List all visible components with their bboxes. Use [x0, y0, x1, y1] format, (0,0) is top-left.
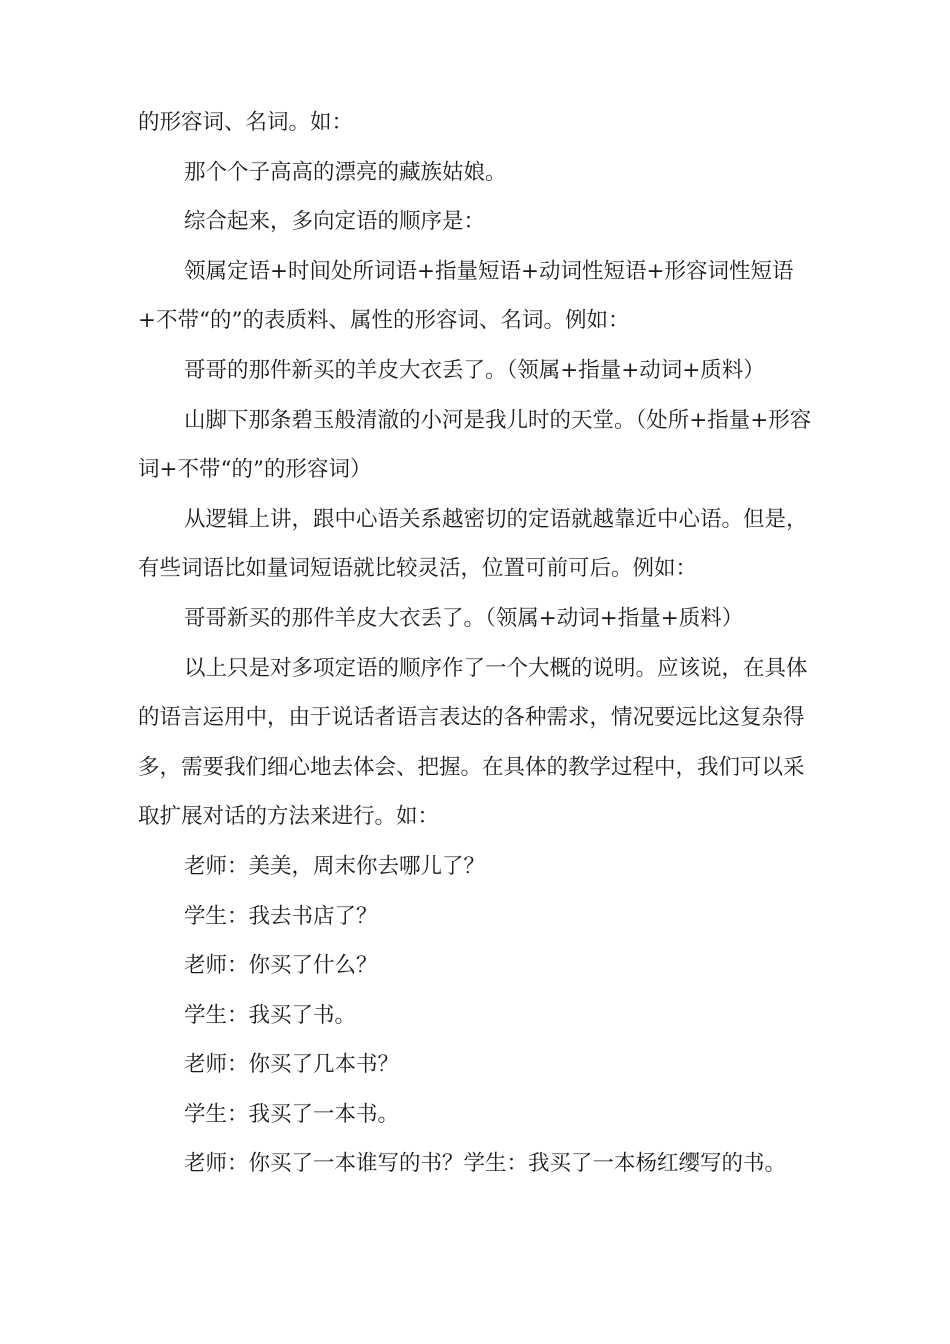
paragraph-4: 领属定语+时间处所词语+指量短语+动词性短语+形容词性短语+不带“的”的表质料、属性的形容词、名词。例如： [138, 258, 794, 334]
paragraph-5: 哥哥的那件新买的羊皮大衣丢了。（领属+指量+动词+质料） [184, 357, 765, 383]
paragraph-7: 从逻辑上讲，跟中心语关系越密切的定语就越靠近中心语。但是，有些词语比如量词短语就比较灵活，位置可前可后。例如： [138, 506, 808, 582]
dialogue-line-4: 学生：我买了书。 [184, 1002, 357, 1028]
dialogue-line-2: 学生：我去书店了？ [184, 903, 378, 929]
document-body [138, 98, 818, 1189]
paragraph-1: 的形容词、名词。如： [138, 110, 354, 135]
paragraph-2: 那个个子高高的漂亮的藏族姑娘。 [184, 159, 507, 185]
paragraph-9: 以上只是对多项定语的顺序作了一个大概的说明。应该说，在具体的语言运用中，由于说话者语言表达的各种需求，情况要远比这复杂得多，需要我们细心地去体会、把握。在具体的教学过程中，我们可以采取扩展对话的方法来进行。如： [138, 655, 808, 830]
dialogue-line-7: 老师：你买了一本谁写的书？学生：我买了一本杨红缨写的书。 [184, 1151, 787, 1177]
paragraph-6: 山脚下那条碧玉般清澈的小河是我儿时的天堂。（处所+指量+形容词+不带“的”的形容词） [138, 407, 812, 483]
dialogue-line-1: 老师：美美，周末你去哪儿了？ [184, 853, 486, 879]
dialogue-line-5: 老师：你买了几本书？ [184, 1052, 400, 1078]
paragraph-8: 哥哥新买的那件羊皮大衣丢了。（领属+动词+指量+质料） [184, 605, 744, 631]
dialogue-line-3: 老师：你买了什么？ [184, 953, 378, 979]
dialogue-line-6: 学生：我买了一本书。 [184, 1101, 400, 1127]
paragraph-3: 综合起来，多向定语的顺序是： [184, 209, 486, 235]
